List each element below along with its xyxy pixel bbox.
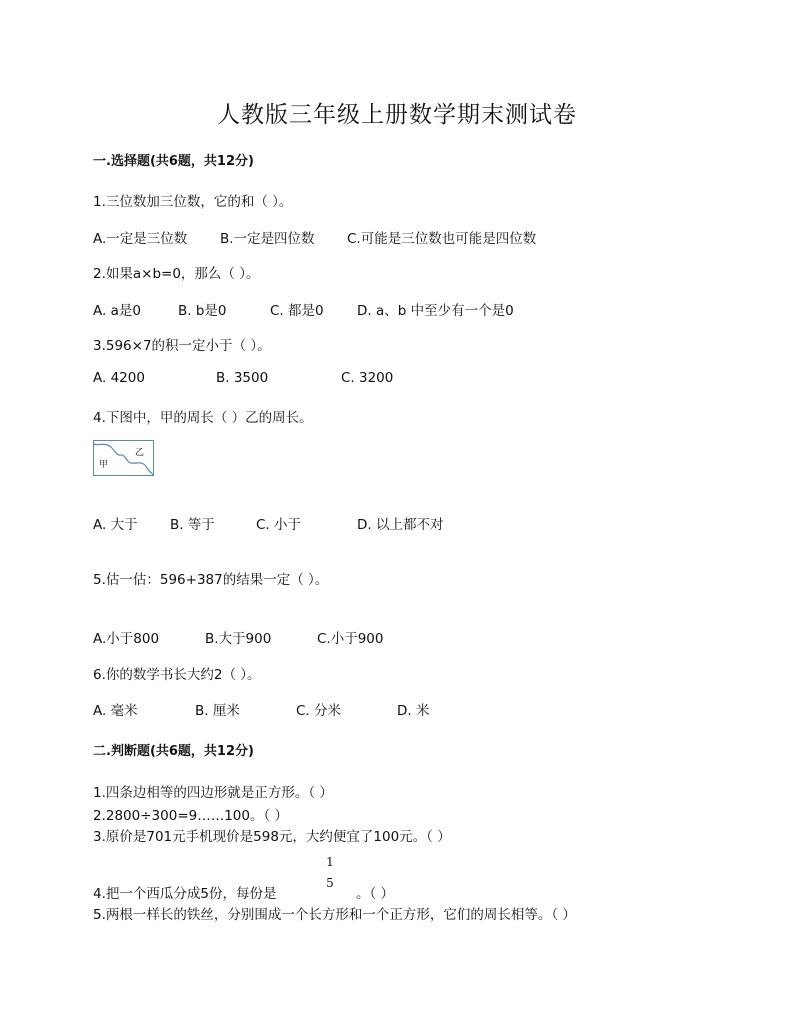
question-4-option-c: C. 小于 xyxy=(256,517,302,533)
judge-item-5: 5.两根一样长的铁丝，分别围成一个长方形和一个正方形，它们的周长相等。（ ） xyxy=(93,907,576,923)
fraction-denominator: 5 xyxy=(326,876,334,890)
question-1-option-c: C.可能是三位数也可能是四位数 xyxy=(347,231,537,247)
question-1-option-b: B.一定是四位数 xyxy=(220,231,315,247)
question-2-stem: 2.如果a×b=0，那么（ ）。 xyxy=(93,266,260,282)
question-3-option-c: C. 3200 xyxy=(341,370,394,386)
section-heading-choice: 一.选择题(共6题，共12分) xyxy=(93,154,254,169)
question-5-option-c: C.小于900 xyxy=(317,631,384,647)
question-2-option-d: D. a、b 中至少有一个是0 xyxy=(357,303,514,319)
question-4-option-a: A. 大于 xyxy=(93,517,138,533)
question-6-option-a: A. 毫米 xyxy=(93,703,138,719)
question-5-option-a: A.小于800 xyxy=(93,631,160,647)
question-2-option-b: B. b是0 xyxy=(178,303,227,319)
judge-item-1: 1.四条边相等的四边形就是正方形。（ ） xyxy=(93,785,333,801)
figure-label-jia: 甲 xyxy=(99,460,109,470)
question-4-stem: 4.下图中，甲的周长（ ）乙的周长。 xyxy=(93,410,313,426)
section-heading-judge: 二.判断题(共6题，共12分) xyxy=(93,744,254,759)
question-2-option-c: C. 都是0 xyxy=(270,303,324,319)
question-1-option-a: A.一定是三位数 xyxy=(93,231,188,247)
question-3-option-a: A. 4200 xyxy=(93,370,145,386)
question-3-option-b: B. 3500 xyxy=(216,370,269,386)
question-6-stem: 6.你的数学书长大约2（ ）。 xyxy=(93,667,261,683)
fraction-numerator: 1 xyxy=(326,855,334,869)
question-5-stem: 5.估一估：596+387的结果一定（ ）。 xyxy=(93,572,329,588)
judge-item-2: 2.2800÷300=9……100。（ ） xyxy=(93,808,289,824)
fraction-bar xyxy=(322,871,338,875)
figure-label-yi: 乙 xyxy=(135,448,145,458)
question-1-stem: 1.三位数加三位数，它的和（ ）。 xyxy=(93,194,293,210)
question-2-option-a: A. a是0 xyxy=(93,303,141,319)
perimeter-figure xyxy=(93,440,154,476)
question-6-option-c: C. 分米 xyxy=(296,703,342,719)
fraction-one-fifth xyxy=(322,855,338,891)
question-6-option-d: D. 米 xyxy=(397,703,430,719)
question-6-option-b: B. 厘米 xyxy=(195,703,240,719)
question-4-option-b: B. 等于 xyxy=(170,517,215,533)
document-title: 人教版三年级上册数学期末测试卷 xyxy=(217,102,577,128)
question-3-stem: 3.596×7的积一定小于（ ）。 xyxy=(93,338,271,354)
judge-item-4-suffix: 。（ ） xyxy=(356,886,395,902)
question-4-option-d: D. 以上都不对 xyxy=(357,517,444,533)
judge-item-4: 4.把一个西瓜分成5份，每份是 xyxy=(93,886,277,902)
judge-item-3: 3.原价是701元手机现价是598元，大约便宜了100元。（ ） xyxy=(93,829,451,845)
question-5-option-b: B.大于900 xyxy=(205,631,272,647)
